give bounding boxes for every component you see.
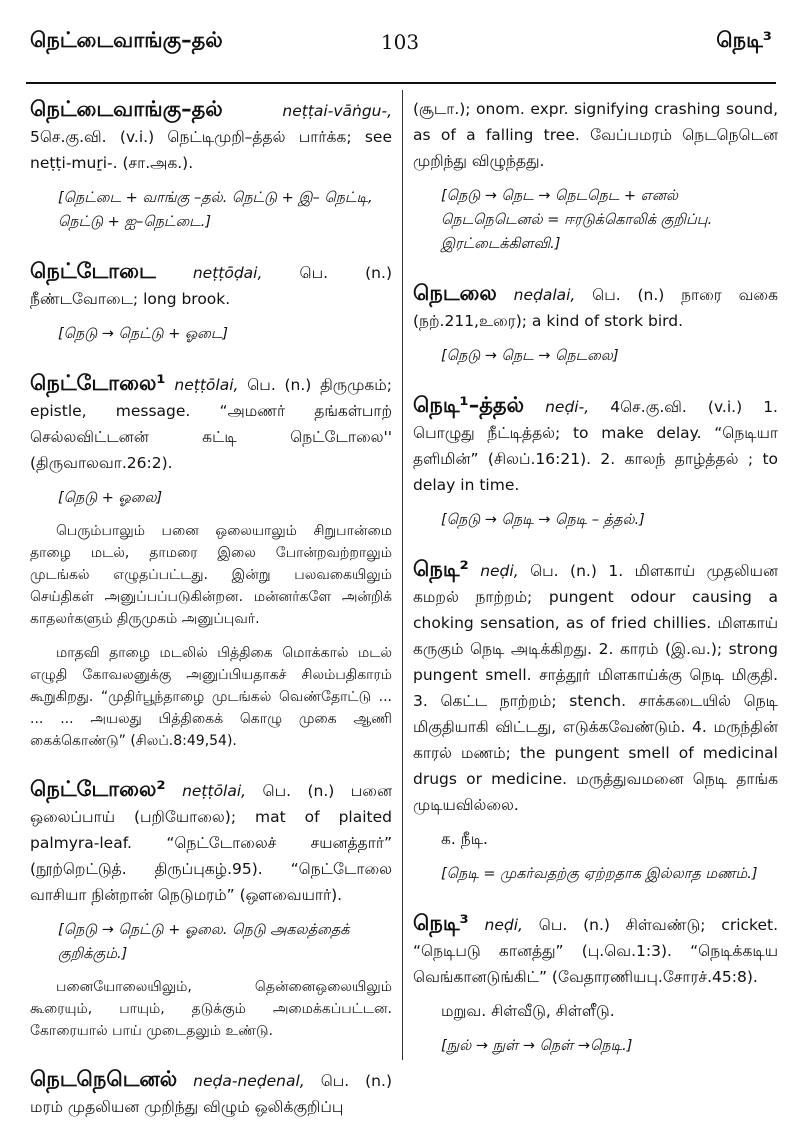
etymology: [நெட்டை + வாங்கு –தல். நெட்டு + இ– நெட்டி, நெட்டு + ஐ–நெட்டை.] xyxy=(58,190,373,230)
transliteration: neḍalai, xyxy=(513,286,576,304)
column-divider xyxy=(402,90,403,1060)
definition: (சூடா.); onom. expr. signifying crashing sound, as of a falling tree. வேப்பமரம் நெடநெடென முறிந்து விழுந்தது. xyxy=(413,100,778,170)
entry-text xyxy=(413,910,778,990)
definition: பெ. (n.) நீண்டவோடை; long brook. xyxy=(30,264,392,308)
entry-text xyxy=(30,1066,392,1120)
note-paragraph: பனையோலையிலும், தென்னைஒலையிலும் கூரையும், பாயும், தடுக்கும் அமைக்கப்பட்டன. கோரையால் பாய் முடைதலும் உண்டு. xyxy=(30,979,392,1039)
definition: பெ. (n.) திருமுகம்; epistle, message. “அமணர் தங்கள்பாற் செல்லவிட்டனன் கட்டி நெட்டோலை'' (திருவாலவா.26:2). xyxy=(30,376,392,472)
left-column xyxy=(30,96,392,1144)
entry-nedi-1 xyxy=(413,392,778,532)
variants: மறுவ. சிள்வீடு, சிள்ளீடு. xyxy=(441,1002,615,1020)
definition: பெ. (n.) நாரை வகை (நற்.211,உரை); a kind of stork bird. xyxy=(413,286,778,330)
headword: நெட்டைவாங்கு–தல் xyxy=(30,97,223,121)
etymology: [நெடு → நெட்டு + ஓடை] xyxy=(58,326,229,342)
definition: பெ. (n.) மரம் முதலியன முறிந்து விழும் ஒலிக்குறிப்பு xyxy=(30,1072,392,1116)
etymology: [நெடு → நெட்டு + ஓலை. நெடு அகலத்தைக் குறிக்கும்.] xyxy=(58,922,350,962)
transliteration: neṭṭōlai, xyxy=(174,376,239,394)
headword: நெட்டோலை² xyxy=(30,777,166,801)
transliteration: neṭṭōḍai, xyxy=(192,264,263,282)
headword: நெடி³ xyxy=(413,911,469,935)
headword: நெடி² xyxy=(413,557,469,581)
entry-nedi-2 xyxy=(413,556,778,886)
entry-nedanedenal xyxy=(30,1066,392,1120)
headword: நெட்டோடை xyxy=(30,259,156,283)
header-guide-word-left: நெட்டைவாங்கு–தல் xyxy=(30,28,223,52)
header-guide-word-right: நெடி³ xyxy=(716,28,772,52)
headword: நெடி¹–த்தல் xyxy=(413,393,525,417)
right-column xyxy=(413,96,778,1082)
entry-text xyxy=(413,280,778,334)
definition: பெ. (n.) 1. மிளகாய் முதலியன கமறல் நாற்றம்; pungent odour causing a choking sensation, as of fried chillies. மிளகாய் கருகும் நெடி அடிக்கிறது. 2. காரம் (இ.வ.); strong pungent smell. சாத்தூர் மிளகாய்க்கு நெடி மிகுதி. 3. கெட்ட நாற்றம்; stench. சாக்கடையில் நெடி மிகுதியாகி விட்டது, எடுக்கவேண்டும். 4. மருந்தின் காரல் மணம்; the pungent smell of medicinal drugs or medicine. மருத்துவமனை நெடி தாங்க முடியவில்லை. xyxy=(413,562,778,814)
entry-text xyxy=(413,392,778,498)
page-number: 103 xyxy=(380,30,420,54)
entry-nettolai-2 xyxy=(30,776,392,1042)
definition: பெ. (n.) சிள்வண்டு; cricket. “நெடிபடு கானத்து” (பு.வெ.1:3). “நெடிக்கடிய வெங்கானடுங்கிட்” (வேதாரணியபு.சோரச்.45:8). xyxy=(413,916,778,986)
definition: 4செ.கு.வி. (v.i.) 1. பொழுது நீட்டித்தல்; to make delay. “நெடியா தளிமின்” (சிலப்.16:21). 2. காலந் தாழ்த்தல் ; to delay in time. xyxy=(413,398,778,494)
note-paragraph: மாதவி தாழை மடலில் பித்திகை மொக்கால் மடல் எழுதி கோவலனுக்கு அனுப்பியதாகச் சிலம்பதிகாரம் கூறுகிறது. “முதிர்பூந்தாழை முடங்கல் வெண்தோட்டு ... ... ... அயலது பித்திகைக் கொழு முகை ஆணி கைக்கொண்டு” (சிலப்.8:49,54). xyxy=(30,645,392,749)
entry-text xyxy=(30,776,392,908)
transliteration: neḍa-neḍenal, xyxy=(193,1072,305,1090)
etymology: [நெடி = முகர்வதற்கு ஏற்றதாக இல்லாத மணம்.] xyxy=(441,866,758,882)
entry-text xyxy=(30,370,392,476)
etymology: [நெடு → நெட → நெடலை] xyxy=(441,348,619,364)
entry-nedi-3 xyxy=(413,910,778,1058)
entry-text xyxy=(30,258,392,312)
entry-nedanedenal-continued xyxy=(413,96,778,256)
transliteration: neḍi-, xyxy=(545,398,590,416)
etymology: [நெடு → நெடி → நெடி – த்தல்.] xyxy=(441,512,645,528)
entry-nettolai-1 xyxy=(30,370,392,752)
definition: 5செ.கு.வி. (v.i.) நெட்டிமுறி–த்தல் பார்க்க; see neṭṭi-muṟi-. (சா.அக.). xyxy=(30,128,392,172)
transliteration: neḍi, xyxy=(480,562,519,580)
entry-text xyxy=(413,556,778,818)
page-header xyxy=(0,28,800,68)
etymology: [நெடு + ஓலை] xyxy=(58,490,163,506)
entry-nedalai xyxy=(413,280,778,368)
cognate: க. நீடி. xyxy=(441,830,488,848)
entry-text xyxy=(30,96,392,176)
headword: நெட்டோலை¹ xyxy=(30,371,166,395)
headword: நெடலை xyxy=(413,281,497,305)
entry-nettaivangu xyxy=(30,96,392,234)
transliteration: neṭṭōlai, xyxy=(182,782,247,800)
entry-nettodai xyxy=(30,258,392,346)
note-paragraph: பெரும்பாலும் பனை ஒலையாலும் சிறுபான்மை தாழை மடல், தாமரை இலை போன்றவற்றாலும் முடங்கல் எழுதப்பட்டது. இன்று பலவகையிலும் செய்திகள் அனுப்பப்படுகின்றன. மன்னர்களே அன்றிக் காதலர்களும் திருமுகம் அனுப்புவர். xyxy=(30,523,392,627)
header-rule xyxy=(26,82,776,84)
transliteration: neḍi, xyxy=(484,916,523,934)
definition: பெ. (n.) பனை ஒலைப்பாய் (பறியோலை); mat of plaited palmyra-leaf. “நெட்டோலைச் சயனத்தார்” (நூற்றெட்டுத். திருப்புகழ்.95). “நெட்டோலை வாசியா நின்றான் நெடுமரம்” (ஔவையார்). xyxy=(30,782,392,904)
etymology: [நெடு → நெட → நெடநெட + எனல் நெடநெடெனல் = ஈரடுக்கொலிக் குறிப்பு. இரட்டைக்கிளவி.] xyxy=(441,188,713,252)
transliteration: neṭṭai-vāṅgu-, xyxy=(282,102,392,120)
headword: நெடநெடெனல் xyxy=(30,1067,178,1091)
etymology: [நுல் → நுள் → நெள் →நெடி.] xyxy=(441,1038,633,1054)
